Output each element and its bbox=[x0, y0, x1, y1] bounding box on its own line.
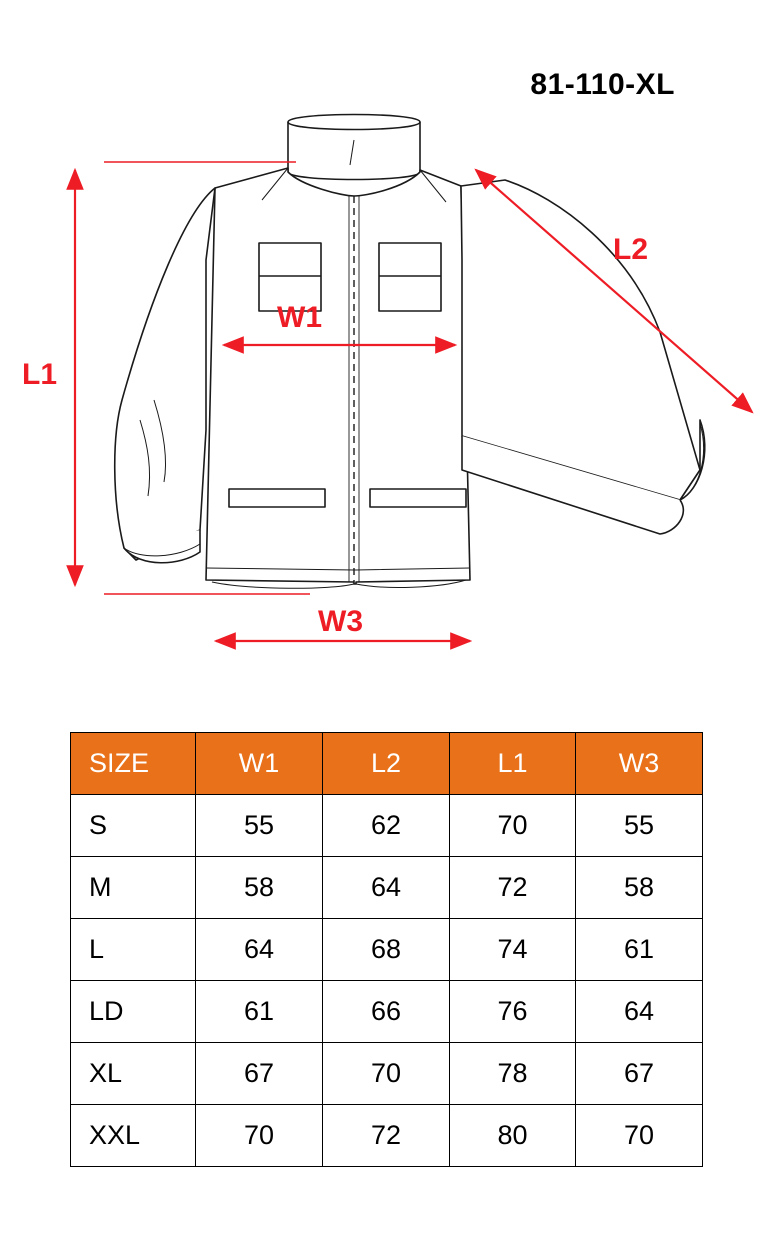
cell-w3: 61 bbox=[576, 919, 703, 981]
cell-w3: 64 bbox=[576, 981, 703, 1043]
cell-w1: 70 bbox=[196, 1105, 323, 1167]
cell-l2: 72 bbox=[323, 1105, 450, 1167]
table-row bbox=[71, 981, 703, 1043]
cell-w3: 55 bbox=[576, 795, 703, 857]
cell-w1: 55 bbox=[196, 795, 323, 857]
cell-w3: 67 bbox=[576, 1043, 703, 1105]
table-header-row bbox=[71, 733, 703, 795]
column-header-l1: L1 bbox=[450, 733, 576, 795]
cell-size: LD bbox=[71, 981, 196, 1043]
cell-size: XL bbox=[71, 1043, 196, 1105]
dimension-label-w1: W1 bbox=[277, 301, 322, 334]
cell-w1: 61 bbox=[196, 981, 323, 1043]
column-header-w3: W3 bbox=[576, 733, 703, 795]
table-row bbox=[71, 919, 703, 981]
cell-w1: 58 bbox=[196, 857, 323, 919]
cell-size: S bbox=[71, 795, 196, 857]
cell-l1: 76 bbox=[450, 981, 576, 1043]
jacket-outline bbox=[115, 115, 705, 589]
table-row bbox=[71, 857, 703, 919]
cell-size: M bbox=[71, 857, 196, 919]
cell-w1: 64 bbox=[196, 919, 323, 981]
table-row bbox=[71, 1105, 703, 1167]
cell-l2: 68 bbox=[323, 919, 450, 981]
table-row bbox=[71, 795, 703, 857]
cell-size: XXL bbox=[71, 1105, 196, 1167]
cell-l1: 74 bbox=[450, 919, 576, 981]
cell-l2: 64 bbox=[323, 857, 450, 919]
cell-l1: 70 bbox=[450, 795, 576, 857]
cell-size: L bbox=[71, 919, 196, 981]
size-table-container bbox=[70, 732, 702, 1167]
cell-l1: 80 bbox=[450, 1105, 576, 1167]
size-table bbox=[70, 732, 703, 1167]
product-code: 81-110-XL bbox=[530, 68, 675, 101]
cell-l2: 66 bbox=[323, 981, 450, 1043]
column-header-l2: L2 bbox=[323, 733, 450, 795]
column-header-size: SIZE bbox=[71, 733, 196, 795]
dimension-label-w3: W3 bbox=[318, 605, 363, 638]
cell-l1: 78 bbox=[450, 1043, 576, 1105]
dimension-label-l2: L2 bbox=[613, 233, 649, 266]
cell-l2: 70 bbox=[323, 1043, 450, 1105]
column-header-w1: W1 bbox=[196, 733, 323, 795]
cell-l2: 62 bbox=[323, 795, 450, 857]
cell-w3: 58 bbox=[576, 857, 703, 919]
cell-w3: 70 bbox=[576, 1105, 703, 1167]
cell-l1: 72 bbox=[450, 857, 576, 919]
dimension-label-l1: L1 bbox=[22, 358, 58, 391]
table-row bbox=[71, 1043, 703, 1105]
cell-w1: 67 bbox=[196, 1043, 323, 1105]
